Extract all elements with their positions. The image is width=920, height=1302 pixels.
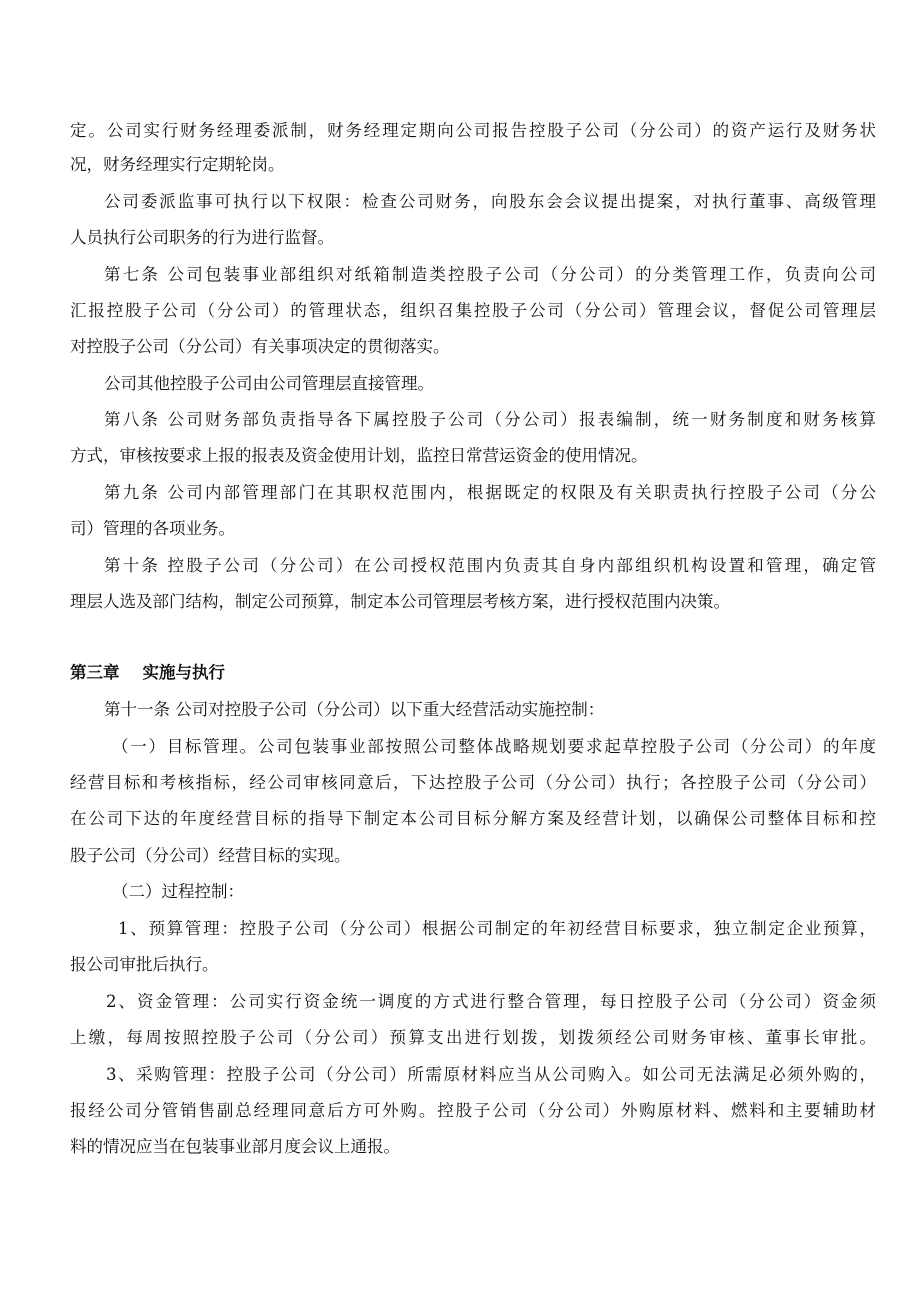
text-line: 1、预算管理：控股子公司（分公司）根据公司制定的年初经营目标要求，独立制定企业预算， <box>118 919 876 938</box>
text-line: 第九条 公司内部管理部门在其职权范围内，根据既定的权限及有关职责执行控股子公司（分公 <box>104 483 876 502</box>
text-line: 人员执行公司职务的行为进行监督。 <box>70 228 334 247</box>
text-line: 经营目标和考核指标，经公司审核同意后，下达控股子公司（分公司）执行；各控股子公司（分公司） <box>70 773 876 792</box>
text-line: 公司其他控股子公司由公司管理层直接管理。 <box>104 374 434 393</box>
text-line: 第十一条 公司对控股子公司（分公司）以下重大经营活动实施控制： <box>104 700 605 719</box>
text-line: 在公司下达的年度经营目标的指导下制定本公司目标分解方案及经营计划，以确保公司整体目标和控 <box>70 809 876 828</box>
text-line: 司）管理的各项业务。 <box>70 519 235 538</box>
text-line: 上缴，每周按照控股子公司（分公司）预算支出进行划拨，划拨须经公司财务审核、董事长审批。 <box>70 1028 876 1047</box>
text-line: 报公司审批后执行。 <box>70 955 219 974</box>
text-line: 3、采购管理：控股子公司（分公司）所需原材料应当从公司购入。如公司无法满足必须外购的， <box>106 1065 876 1084</box>
text-line: 定。公司实行财务经理委派制，财务经理定期向公司报告控股子公司（分公司）的资产运行及财务状 <box>70 121 876 140</box>
text-line: 方式，审核按要求上报的报表及资金使用计划，监控日常营运资金的使用情况。 <box>70 446 648 465</box>
text-line: 况，财务经理实行定期轮岗。 <box>70 155 285 174</box>
chapter-heading: 第三章 实施与执行 <box>70 663 225 682</box>
text-line: 第十条 控股子公司（分公司）在公司授权范围内负责其自身内部组织机构设置和管理，确定管 <box>104 556 876 575</box>
text-line: 理层人选及部门结构，制定公司预算，制定本公司管理层考核方案，进行授权范围内决策。 <box>70 592 730 611</box>
text-line: 对控股子公司（分公司）有关事项决定的贯彻落实。 <box>70 337 450 356</box>
text-line: 汇报控股子公司（分公司）的管理状态，组织召集控股子公司（分公司）管理会议，督促公司管理层 <box>70 301 876 320</box>
text-line: 第七条 公司包装事业部组织对纸箱制造类控股子公司（分公司）的分类管理工作，负责向公司 <box>104 265 876 284</box>
text-line: （二）过程控制： <box>112 882 244 901</box>
text-line: 料的情况应当在包装事业部月度会议上通报。 <box>70 1137 400 1156</box>
text-line: 报经公司分管销售副总经理同意后方可外购。控股子公司（分公司）外购原材料、燃料和主要辅助材 <box>70 1101 876 1120</box>
text-line: 股子公司（分公司）经营目标的实现。 <box>70 846 351 865</box>
text-line: 公司委派监事可执行以下权限：检查公司财务，向股东会会议提出提案，对执行董事、高级管理 <box>104 192 876 211</box>
text-line: 第八条 公司财务部负责指导各下属控股子公司（分公司）报表编制，统一财务制度和财务核算 <box>104 410 876 429</box>
text-line: 2、资金管理：公司实行资金统一调度的方式进行整合管理，每日控股子公司（分公司）资金须 <box>106 992 876 1011</box>
text-line: （一）目标管理。公司包装事业部按照公司整体战略规划要求起草控股子公司（分公司）的年度 <box>112 737 876 756</box>
